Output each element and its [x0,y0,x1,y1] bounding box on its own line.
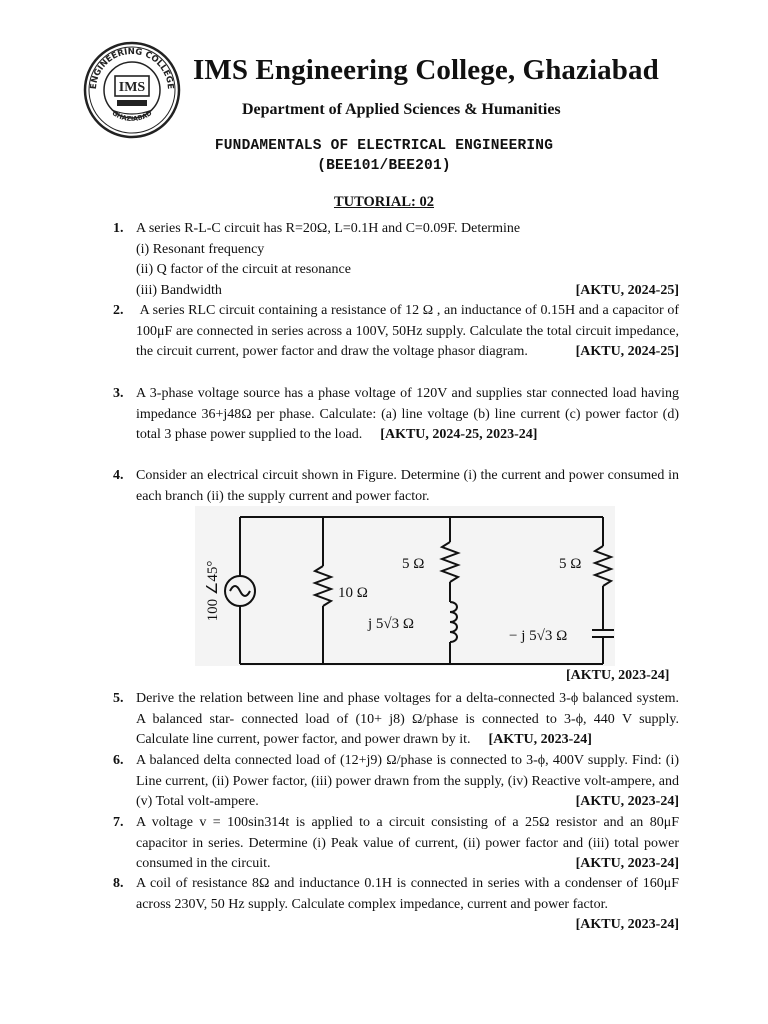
logo-ring-top-text: ENGINEERING COLLEGE [88,46,176,90]
question-number: 4. [113,468,124,483]
question-7 [113,813,679,875]
aktu-reference: [AKTU, 2023-24] [575,917,679,932]
aktu-reference: [AKTU, 2023-24] [575,794,679,809]
question-4 [113,466,679,507]
question-text: A 3-phase voltage source has a phase voltage of 120V and supplies star connected load having impedance 36+j48Ω per phase. Calculate: (a) line voltage (b) line current (c) power factor (d) total 3 phase power supplied to the load. [136,386,679,442]
aktu-reference: [AKTU, 2023-24] [566,668,670,683]
aktu-reference: [AKTU, 2024-25] [575,282,679,298]
question-text: A voltage v = 100sin314t is applied to a circuit consisting of a 25Ω resistor and an 80μF capacitor in series. Determine (i) Peak value of current, (ii) power factor and (iii) total power consumed in the circuit. [136,815,679,871]
college-logo-icon [82,40,182,140]
question-number: 6. [113,753,124,768]
circuit-figure [195,506,615,666]
logo-ring-bottom-text: GHAZIABAD [110,109,154,123]
r2-label: 5 Ω [402,556,425,572]
aktu-reference: [AKTU, 2024-25] [575,344,679,359]
question-number: 7. [113,815,124,830]
question-number: 1. [113,221,124,236]
question-6 [113,751,679,813]
r1-label: 10 Ω [338,585,368,601]
question-text-line: (ii) Q factor of the circuit at resonance [136,262,351,277]
question-number: 3. [113,386,124,401]
department-name: Department of Applied Sciences & Humanities [242,101,561,118]
aktu-reference: [AKTU, 2024-25, 2023-24] [380,427,538,442]
question-5 [113,689,679,751]
svg-text:GHAZIABAD [111,109,154,123]
aktu-reference: [AKTU, 2023-24] [488,732,592,747]
question-text-line: A series R-L-C circuit has R=20Ω, L=0.1H and C=0.09F. Determine [136,221,521,236]
source-label: 100 ∠45° [205,560,221,622]
document-header [0,0,768,140]
question-text: Consider an electrical circuit shown in Figure. Determine (i) the current and power consumed in each branch (ii) the supply current and power factor. [136,468,679,504]
c3-label: − j 5√3 Ω [509,628,568,644]
question-text-line: (i) Resonant frequency [136,241,265,257]
r3-label: 5 Ω [559,556,582,572]
question-number: 8. [113,876,124,891]
l2-label: j 5√3 Ω [368,616,415,632]
question-2 [113,301,683,363]
question-text: A coil of resistance 8Ω and inductance 0.1H is connected in series with a condenser of 160μF across 230V, 50 Hz supply. Calculate complex impedance, current and power factor. [136,876,679,912]
question-number: 2. [113,303,124,318]
question-text: Derive the relation between line and phase voltages for a delta-connected 3-ϕ balanced system. A balanced star- connected load of (10+ j8) Ω/phase is connected to 3-ϕ, 440 V supply. Calculate line current, power factor, and power drawn by it. [136,691,679,747]
college-name: IMS Engineering College, Ghaziabad [193,54,659,86]
aktu-reference: [AKTU, 2023-24] [575,856,679,871]
course-title: FUNDAMENTALS OF ELECTRICAL ENGINEERING [214,138,554,154]
question-1 [113,219,679,301]
question-number: 5. [113,691,124,706]
course-code: (BEE101/BEE201) [317,158,451,174]
tutorial-heading: TUTORIAL: 02 [333,194,435,210]
question-3 [113,384,679,446]
question-text: A balanced delta connected load of (12+j9) Ω/phase is connected to 3-ϕ, 400V supply. Find: (i) Line current, (ii) Power factor, (iii) power drawn from the supply, (iv) Reactive volt-ampere, and (v) Total volt-ampere. [136,753,679,809]
question-8 [113,874,679,936]
logo-abbrev: IMS [118,80,146,95]
question-text-line: (iii) Bandwidth [136,282,222,298]
question-text: A series RLC circuit containing a resistance of 12 Ω , an inductance of 0.15H and a capacitor of 100μF are connected in series across a 100V, 50Hz supply. Calculate the total circuit impedance, the circuit current, power factor and draw the voltage phasor diagram. [136,303,683,359]
